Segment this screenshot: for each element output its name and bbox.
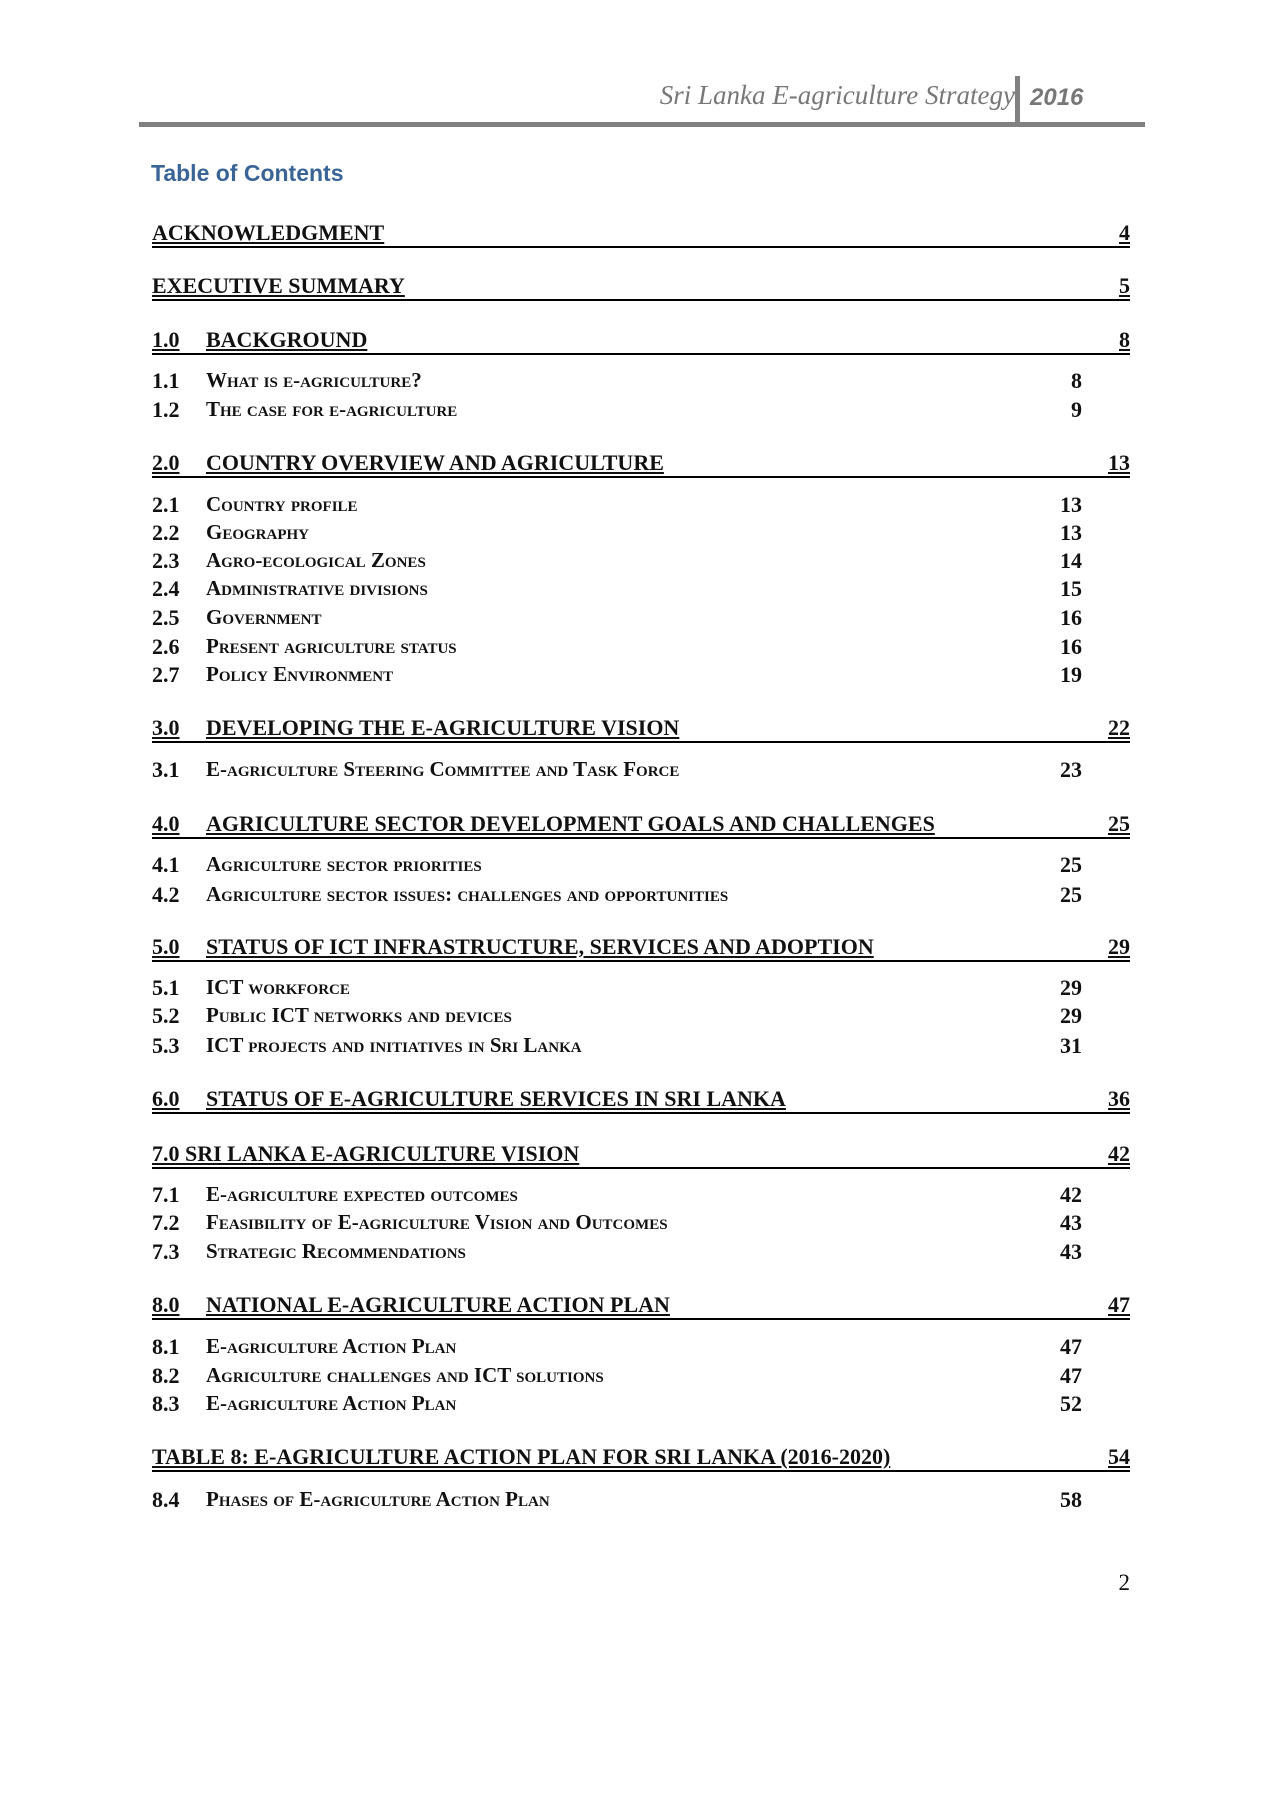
- toc-entry-page: 47: [1060, 1363, 1082, 1388]
- toc-entry-title: E-agriculture expected outcomes: [206, 1182, 518, 1206]
- toc-entry-title: NATIONAL E-AGRICULTURE ACTION PLAN: [206, 1292, 670, 1317]
- toc-entry[interactable]: [152, 520, 1130, 548]
- toc-entry-title: DEVELOPING THE E-AGRICULTURE VISION: [206, 715, 680, 740]
- toc-entry[interactable]: [152, 634, 1130, 662]
- toc-entry-page: 25: [1060, 882, 1082, 907]
- toc-entry-number: 2.0: [152, 450, 180, 475]
- toc-entry-page: 25: [1060, 852, 1082, 877]
- toc-entry-page: 13: [1060, 520, 1082, 545]
- toc-entry-page: 4: [1119, 220, 1130, 245]
- toc-entry-page: 42: [1060, 1182, 1082, 1207]
- toc-entry-title: What is e-agriculture?: [206, 368, 422, 392]
- toc-entry-number: 5.3: [152, 1033, 180, 1058]
- toc-entry-title: Public ICT networks and devices: [206, 1003, 512, 1027]
- toc-entry-title: BACKGROUND: [206, 327, 368, 352]
- toc-entry[interactable]: [152, 220, 1130, 248]
- toc-entry-page: 42: [1108, 1141, 1130, 1166]
- toc-entry-number: 1.1: [152, 368, 180, 393]
- toc-entry-number: 3.0: [152, 715, 180, 740]
- toc-entry-page: 9: [1071, 397, 1082, 422]
- toc-entry-number: 2.7: [152, 662, 180, 687]
- toc-entry[interactable]: [152, 1003, 1130, 1031]
- toc-entry[interactable]: [152, 576, 1130, 604]
- toc-entry-page: 52: [1060, 1391, 1082, 1416]
- toc-entry[interactable]: [152, 1086, 1130, 1114]
- toc-entry-title: Agriculture sector issues: challenges and opportunities: [206, 882, 729, 906]
- toc-entry-page: 29: [1060, 1003, 1082, 1028]
- toc-entry[interactable]: [152, 605, 1130, 633]
- toc-entry-page: 23: [1060, 757, 1082, 782]
- toc-entry[interactable]: [152, 662, 1130, 690]
- toc-entry-number: 2.4: [152, 576, 180, 601]
- toc-entry-number: 3.1: [152, 757, 180, 782]
- toc-entry-page: 31: [1060, 1033, 1082, 1058]
- toc-entry-title: Administrative divisions: [206, 576, 428, 600]
- toc-entry[interactable]: [152, 1292, 1130, 1320]
- toc-entry-title: E-agriculture Action Plan: [206, 1334, 457, 1358]
- toc-entry[interactable]: [152, 1444, 1130, 1472]
- toc-entry-number: 7.3: [152, 1239, 180, 1264]
- toc-entry-number: 1.0: [152, 327, 180, 352]
- toc-entry-page: 22: [1108, 715, 1130, 740]
- running-header-title: Sri Lanka E-agriculture Strategy: [659, 80, 1015, 110]
- toc-entry[interactable]: [152, 757, 1130, 785]
- toc-entry-title: Feasibility of E-agriculture Vision and Outcomes: [206, 1210, 668, 1234]
- toc-entry-title: ACKNOWLEDGMENT: [152, 220, 385, 245]
- toc-entry[interactable]: [152, 1033, 1130, 1061]
- toc-entry[interactable]: [152, 811, 1130, 839]
- toc-entry-number: 2.1: [152, 492, 180, 517]
- toc-entry[interactable]: [152, 1141, 1130, 1169]
- toc-entry[interactable]: [152, 327, 1130, 355]
- toc-entry[interactable]: [152, 975, 1130, 1003]
- toc-entry-number: 8.3: [152, 1391, 180, 1416]
- toc-entry-number: 1.2: [152, 397, 180, 422]
- toc-entry[interactable]: [152, 852, 1130, 880]
- toc-entry-number: 4.2: [152, 882, 180, 907]
- toc-entry-number: 8.2: [152, 1363, 180, 1388]
- toc-entry-page: 43: [1060, 1239, 1082, 1264]
- toc-entry-number: 6.0: [152, 1086, 180, 1111]
- toc-entry-page: 8: [1119, 327, 1130, 352]
- toc-entry-page: 16: [1060, 605, 1082, 630]
- toc-entry-title: STATUS OF E-AGRICULTURE SERVICES IN SRI LANKA: [206, 1086, 786, 1111]
- toc-entry-page: 58: [1060, 1487, 1082, 1512]
- toc-entry-number: 5.0: [152, 934, 180, 959]
- toc-entry-title: EXECUTIVE SUMMARY: [152, 273, 405, 298]
- toc-entry-title: E-agriculture Action Plan: [206, 1391, 457, 1415]
- toc-entry[interactable]: [152, 450, 1130, 478]
- toc-entry-page: 29: [1060, 975, 1082, 1000]
- toc-entry[interactable]: [152, 1334, 1130, 1362]
- toc-entry-title: Present agriculture status: [206, 634, 457, 658]
- toc-entry-page: 54: [1108, 1444, 1130, 1469]
- toc-entry-title: Country profile: [206, 492, 358, 516]
- running-header-year: 2016: [1030, 84, 1084, 111]
- toc-entry-title: Agriculture sector priorities: [206, 852, 482, 876]
- toc-entry[interactable]: [152, 1182, 1130, 1210]
- toc-entry-title: Geography: [206, 520, 310, 544]
- toc-entry-title: Strategic Recommendations: [206, 1239, 466, 1263]
- toc-entry-page: 25: [1108, 811, 1130, 836]
- toc-entry-title: Policy Environment: [206, 662, 394, 686]
- toc-entry-number: 4.0: [152, 811, 180, 836]
- toc-entry-page: 14: [1060, 548, 1082, 573]
- toc-entry[interactable]: [152, 1391, 1130, 1419]
- toc-entry-page: 19: [1060, 662, 1082, 687]
- toc-entry-number: 8.4: [152, 1487, 180, 1512]
- toc-entry-page: 13: [1060, 492, 1082, 517]
- toc-entry-page: 15: [1060, 576, 1082, 601]
- toc-entry-title: Phases of E-agriculture Action Plan: [206, 1487, 550, 1511]
- toc-entry-title: E-agriculture Steering Committee and Task Force: [206, 757, 680, 781]
- toc-entry-title: The case for e-agriculture: [206, 397, 458, 421]
- toc-entry-page: 36: [1108, 1086, 1130, 1111]
- toc-entry-number: 2.2: [152, 520, 180, 545]
- toc-entry-title: Government: [206, 605, 322, 629]
- toc-entry-title: ICT projects and initiatives in Sri Lanka: [206, 1033, 582, 1057]
- toc-entry-page: 47: [1060, 1334, 1082, 1359]
- toc-entry-title: 7.0 SRI LANKA E-AGRICULTURE VISION: [152, 1141, 580, 1166]
- toc-entry[interactable]: [152, 548, 1130, 576]
- toc-entry[interactable]: [152, 1210, 1130, 1238]
- toc-entry-page: 8: [1071, 368, 1082, 393]
- toc-entry-title: AGRICULTURE SECTOR DEVELOPMENT GOALS AND CHALLENGES: [206, 811, 935, 836]
- toc-entry-title: TABLE 8: E-AGRICULTURE ACTION PLAN FOR SRI LANKA (2016-2020): [152, 1444, 891, 1469]
- toc-entry-number: 2.3: [152, 548, 180, 573]
- toc-entry-page: 16: [1060, 634, 1082, 659]
- toc-entry-number: 8.0: [152, 1292, 180, 1317]
- header-separator: [1015, 76, 1020, 124]
- toc-entry-page: 47: [1108, 1292, 1130, 1317]
- toc-entry-number: 7.2: [152, 1210, 180, 1235]
- toc-entry[interactable]: [152, 368, 1130, 396]
- toc-entry-title: ICT workforce: [206, 975, 350, 999]
- toc-entry-title: Agriculture challenges and ICT solutions: [206, 1363, 604, 1387]
- toc-entry[interactable]: [152, 1363, 1130, 1391]
- toc-entry[interactable]: [152, 273, 1130, 301]
- toc-entry-page: 29: [1108, 934, 1130, 959]
- toc-entry-number: 5.2: [152, 1003, 180, 1028]
- toc-entry[interactable]: [152, 1487, 1130, 1515]
- toc-entry-number: 8.1: [152, 1334, 180, 1359]
- toc-entry[interactable]: [152, 934, 1130, 962]
- toc-entry-page: 5: [1119, 273, 1130, 298]
- toc-entry-number: 4.1: [152, 852, 180, 877]
- toc-entry-number: 7.1: [152, 1182, 180, 1207]
- toc-entry-number: 2.6: [152, 634, 180, 659]
- toc-entry-title: STATUS OF ICT INFRASTRUCTURE, SERVICES AND ADOPTION: [206, 934, 874, 959]
- toc-entry-page: 13: [1108, 450, 1130, 475]
- page-number: 2: [1118, 1570, 1130, 1595]
- toc-entry-title: COUNTRY OVERVIEW AND AGRICULTURE: [206, 450, 664, 475]
- toc-entry-page: 43: [1060, 1210, 1082, 1235]
- toc-entry-number: 5.1: [152, 975, 180, 1000]
- header-rule: [139, 122, 1145, 127]
- toc-entry-title: Agro-ecological Zones: [206, 548, 426, 572]
- toc-entry[interactable]: [152, 882, 1130, 910]
- toc-entry[interactable]: [152, 492, 1130, 520]
- toc-heading: Table of Contents: [151, 160, 344, 186]
- toc-entry-number: 2.5: [152, 605, 180, 630]
- toc-entry[interactable]: [152, 1239, 1130, 1267]
- toc-entry[interactable]: [152, 715, 1130, 743]
- toc-entry[interactable]: [152, 397, 1130, 425]
